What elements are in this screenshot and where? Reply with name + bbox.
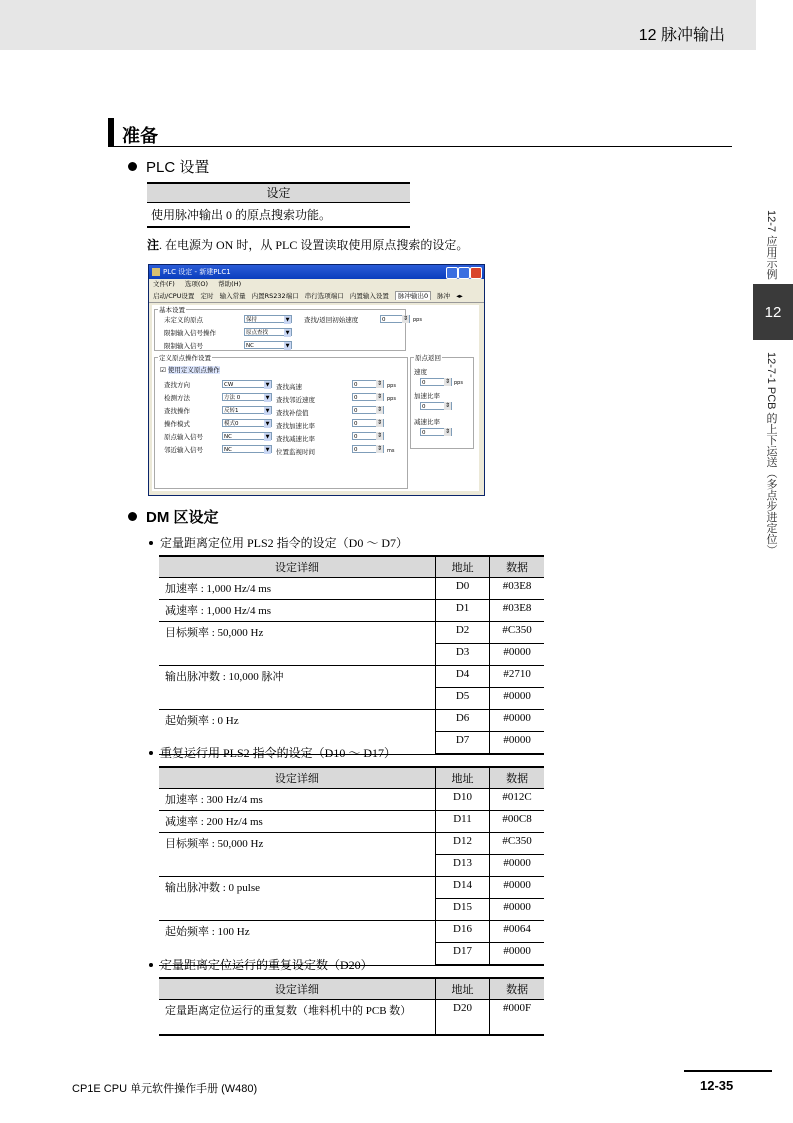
dialog-titlebar [149, 265, 484, 279]
table-row [159, 877, 544, 899]
basic-row-dropdown[interactable]: 保持 ▼ [244, 315, 292, 323]
define-left-dropdown[interactable]: 反转1 ▼ [222, 406, 272, 414]
row-address: D7 [436, 732, 490, 755]
row-address: D6 [436, 710, 490, 732]
maximize-icon[interactable] [458, 267, 470, 279]
side-subsection-label: 12-7-1 PCB 的上下运送（多点步进定位） [765, 352, 777, 556]
plc-settings-dialog [148, 264, 485, 496]
menu-help[interactable]: 帮助(H) [218, 280, 242, 288]
define-group-label: 定义原点操作设置 [159, 354, 211, 362]
table-row [159, 921, 544, 943]
table-row [159, 789, 544, 811]
define-left-dropdown[interactable]: NC ▼ [222, 445, 272, 453]
define-left-label: 操作模式 [164, 420, 190, 428]
use-define-checkbox[interactable]: ☑ 使用定义原点操作 [160, 366, 220, 374]
row-address: D14 [435, 877, 489, 899]
unit-label: ms [387, 448, 395, 454]
table-header-row [159, 978, 544, 1000]
dm-heading: DM 区设定 [128, 506, 219, 527]
setting-header: 设定 [147, 182, 410, 203]
row-address: D16 [435, 921, 489, 943]
define-right-field[interactable]: 0 ⇕ [352, 432, 384, 440]
header-detail: 设定详细 [159, 767, 435, 789]
header-data: 数据 [490, 556, 544, 578]
header-data: 数据 [490, 978, 544, 1000]
row-address: D1 [436, 600, 490, 622]
define-right-label: 查找邻近速度 [276, 396, 315, 404]
tab-pulse-more[interactable]: 脉冲 [437, 292, 451, 300]
basic-row-label: 限制输入信号操作 [164, 329, 216, 337]
return-label: 加速比率 [414, 392, 440, 400]
row-address: D20 [435, 1000, 489, 1036]
define-left-label: 邻近输入信号 [164, 446, 203, 454]
define-left-label: 检测方法 [164, 394, 190, 402]
header-detail: 设定详细 [159, 556, 436, 578]
define-right-label: 查找减速比率 [276, 435, 315, 443]
row-data: #0000 [490, 877, 544, 899]
basic-row-label: 未定义的原点 [164, 316, 203, 324]
define-right-field[interactable]: 0 ⇕ [352, 445, 384, 453]
return-field[interactable]: 0 ⇕ [420, 402, 452, 410]
unit-label: pps [387, 396, 396, 402]
define-right-label: 查找补偿值 [276, 409, 309, 417]
plc-heading: PLC 设置 [128, 156, 209, 177]
search-speed-field[interactable]: 0 ⇕ [380, 315, 410, 323]
define-left-dropdown[interactable]: 模式0 ▼ [222, 419, 272, 427]
row-desc: 定量距离定位运行的重复数（堆料机中的 PCB 数） [159, 1000, 435, 1036]
footer-manual-title: CP1E CPU 单元软件操作手册 (W480) [72, 1083, 258, 1095]
row-data: #0000 [490, 855, 544, 877]
table-row [159, 833, 544, 855]
tab-serial-option[interactable]: 串行选项端口 [304, 292, 344, 300]
footer-rule [684, 1070, 772, 1072]
side-section-label: 12-7 应用示例 [765, 210, 777, 280]
bullet-icon [128, 162, 137, 171]
table-caption: 重复运行用 PLS2 指令的设定（D10 ～ D17） [149, 744, 396, 761]
header-address: 地址 [436, 556, 490, 578]
basic-row-dropdown[interactable]: 原点查找 ▼ [244, 328, 292, 336]
row-desc: 输出脉冲数 : 10,000 脉冲 [159, 666, 436, 710]
menu-options[interactable]: 选项(O) [184, 280, 209, 288]
return-group-label: 原点返回 [415, 354, 441, 362]
header-address: 地址 [435, 978, 489, 1000]
define-left-dropdown[interactable]: NC ▼ [222, 432, 272, 440]
table-row [159, 600, 544, 622]
dialog-tabs [149, 290, 484, 303]
tab-rs232[interactable]: 内置RS232端口 [251, 292, 299, 300]
page-number: 12-35 [700, 1078, 734, 1093]
return-field[interactable]: 0 ⇕ [420, 378, 452, 386]
define-right-label: 查找高速 [276, 383, 302, 391]
row-data: #C350 [490, 622, 544, 644]
row-address: D2 [436, 622, 490, 644]
row-data: #C350 [490, 833, 544, 855]
row-data: #0000 [490, 943, 544, 966]
tab-builtin-input[interactable]: 内置输入设置 [349, 292, 389, 300]
setting-box [147, 182, 410, 228]
return-field[interactable]: 0 ⇕ [420, 428, 452, 436]
table-row [159, 622, 544, 644]
use-define-label: 使用定义原点操作 [167, 366, 220, 374]
row-desc: 目标频率 : 50,000 Hz [159, 833, 435, 877]
row-address: D15 [435, 899, 489, 921]
bullet-icon [149, 963, 153, 967]
define-right-label: 位置监视时间 [276, 448, 315, 456]
tab-timer[interactable]: 定时 [200, 292, 214, 300]
header-detail: 设定详细 [159, 978, 435, 1000]
row-address: D4 [436, 666, 490, 688]
dialog-title: PLC 设定 - 新建PLC1 [163, 268, 231, 276]
row-address: D5 [436, 688, 490, 710]
row-address: D12 [435, 833, 489, 855]
tab-startup[interactable]: 启动/CPU设置 [153, 292, 195, 300]
setting-row: 使用脉冲输出 0 的原点搜索功能。 [147, 203, 410, 228]
row-data: #0000 [490, 732, 544, 755]
define-right-field[interactable]: 0 ⇕ [352, 393, 384, 401]
minimize-icon[interactable] [446, 267, 458, 279]
row-data: #000F [490, 1000, 544, 1036]
row-address: D17 [435, 943, 489, 966]
table-row [159, 578, 544, 600]
row-desc: 起始频率 : 0 Hz [159, 710, 436, 755]
row-address: D3 [436, 644, 490, 666]
row-desc: 减速率 : 1,000 Hz/4 ms [159, 600, 436, 622]
define-left-dropdown[interactable]: 方法 0 ▼ [222, 393, 272, 401]
table-row [159, 710, 544, 732]
basic-group-label: 基本设置 [159, 306, 185, 314]
row-address: D11 [435, 811, 489, 833]
row-data: #0000 [490, 899, 544, 921]
table-caption: 定量距离定位用 PLS2 指令的设定（D0 ～ D7） [149, 534, 408, 551]
define-left-label: 查找操作 [164, 407, 190, 415]
row-data: #03E8 [490, 600, 544, 622]
return-label: 减速比率 [414, 418, 440, 426]
side-chapter-number: 12 [753, 284, 793, 340]
define-left-label: 查找方向 [164, 381, 190, 389]
row-data: #0064 [490, 921, 544, 943]
row-data: #0000 [490, 644, 544, 666]
dm-table-1 [159, 555, 544, 755]
note-text: . 在电源为 ON 时，从 PLC 设置读取使用原点搜索的设定。 [159, 238, 469, 252]
row-data: #0000 [490, 710, 544, 732]
section-heading [108, 118, 732, 147]
row-address: D0 [436, 578, 490, 600]
heading-bar [108, 118, 114, 146]
tab-pulse-output-0[interactable]: 脉冲输出0 [395, 291, 431, 300]
define-right-field[interactable]: 0 ⇕ [352, 406, 384, 414]
unit-label: pps [413, 317, 422, 323]
table-header-row [159, 556, 544, 578]
table-header-row [159, 767, 544, 789]
basic-row-label: 限制输入信号 [164, 342, 203, 350]
header-data: 数据 [490, 767, 544, 789]
unit-label: pps [387, 383, 396, 389]
dialog-menubar [149, 279, 484, 290]
row-data: #012C [490, 789, 544, 811]
row-data: #2710 [490, 666, 544, 688]
row-desc: 目标频率 : 50,000 Hz [159, 622, 436, 666]
define-left-label: 原点输入信号 [164, 433, 203, 441]
row-desc: 加速率 : 300 Hz/4 ms [159, 789, 435, 811]
note [147, 236, 468, 253]
note-label: 注 [147, 238, 160, 252]
dialog-panel [152, 305, 479, 491]
bullet-icon [149, 751, 153, 755]
dm-table-3 [159, 977, 544, 1036]
row-address: D10 [435, 789, 489, 811]
table-row [159, 811, 544, 833]
close-icon[interactable] [470, 267, 482, 279]
row-desc: 输出脉冲数 : 0 pulse [159, 877, 435, 921]
row-data: #0000 [490, 688, 544, 710]
table-row [159, 1000, 544, 1036]
define-right-label: 查找加速比率 [276, 422, 315, 430]
define-left-dropdown[interactable]: CW ▼ [222, 380, 272, 388]
menu-file[interactable]: 文件(F) [153, 280, 175, 288]
row-data: #03E8 [490, 578, 544, 600]
row-desc: 加速率 : 1,000 Hz/4 ms [159, 578, 436, 600]
table-row [159, 666, 544, 688]
define-right-field[interactable]: 0 ⇕ [352, 419, 384, 427]
row-data: #00C8 [490, 811, 544, 833]
row-desc: 起始频率 : 100 Hz [159, 921, 435, 966]
dm-table-2 [159, 766, 544, 966]
table-caption: 定量距离定位运行的重复设定数（D20） [149, 956, 373, 973]
basic-row-dropdown[interactable]: NC ▼ [244, 341, 292, 349]
bullet-icon [128, 512, 137, 521]
tab-input-constant[interactable]: 输入常量 [219, 292, 246, 300]
define-right-field[interactable]: 0 ⇕ [352, 380, 384, 388]
return-label: 速度 [414, 368, 427, 376]
header-address: 地址 [435, 767, 489, 789]
tab-scroll-icon[interactable]: ◂▸ [456, 292, 463, 300]
bullet-icon [149, 541, 153, 545]
row-address: D13 [435, 855, 489, 877]
section-title: 准备 [122, 126, 158, 146]
search-speed-label: 查找/返回初始速度 [304, 316, 359, 324]
row-desc: 减速率 : 200 Hz/4 ms [159, 811, 435, 833]
chapter-title: 12 脉冲输出 [638, 27, 725, 44]
app-icon [152, 268, 160, 276]
unit-label: pps [454, 380, 463, 386]
